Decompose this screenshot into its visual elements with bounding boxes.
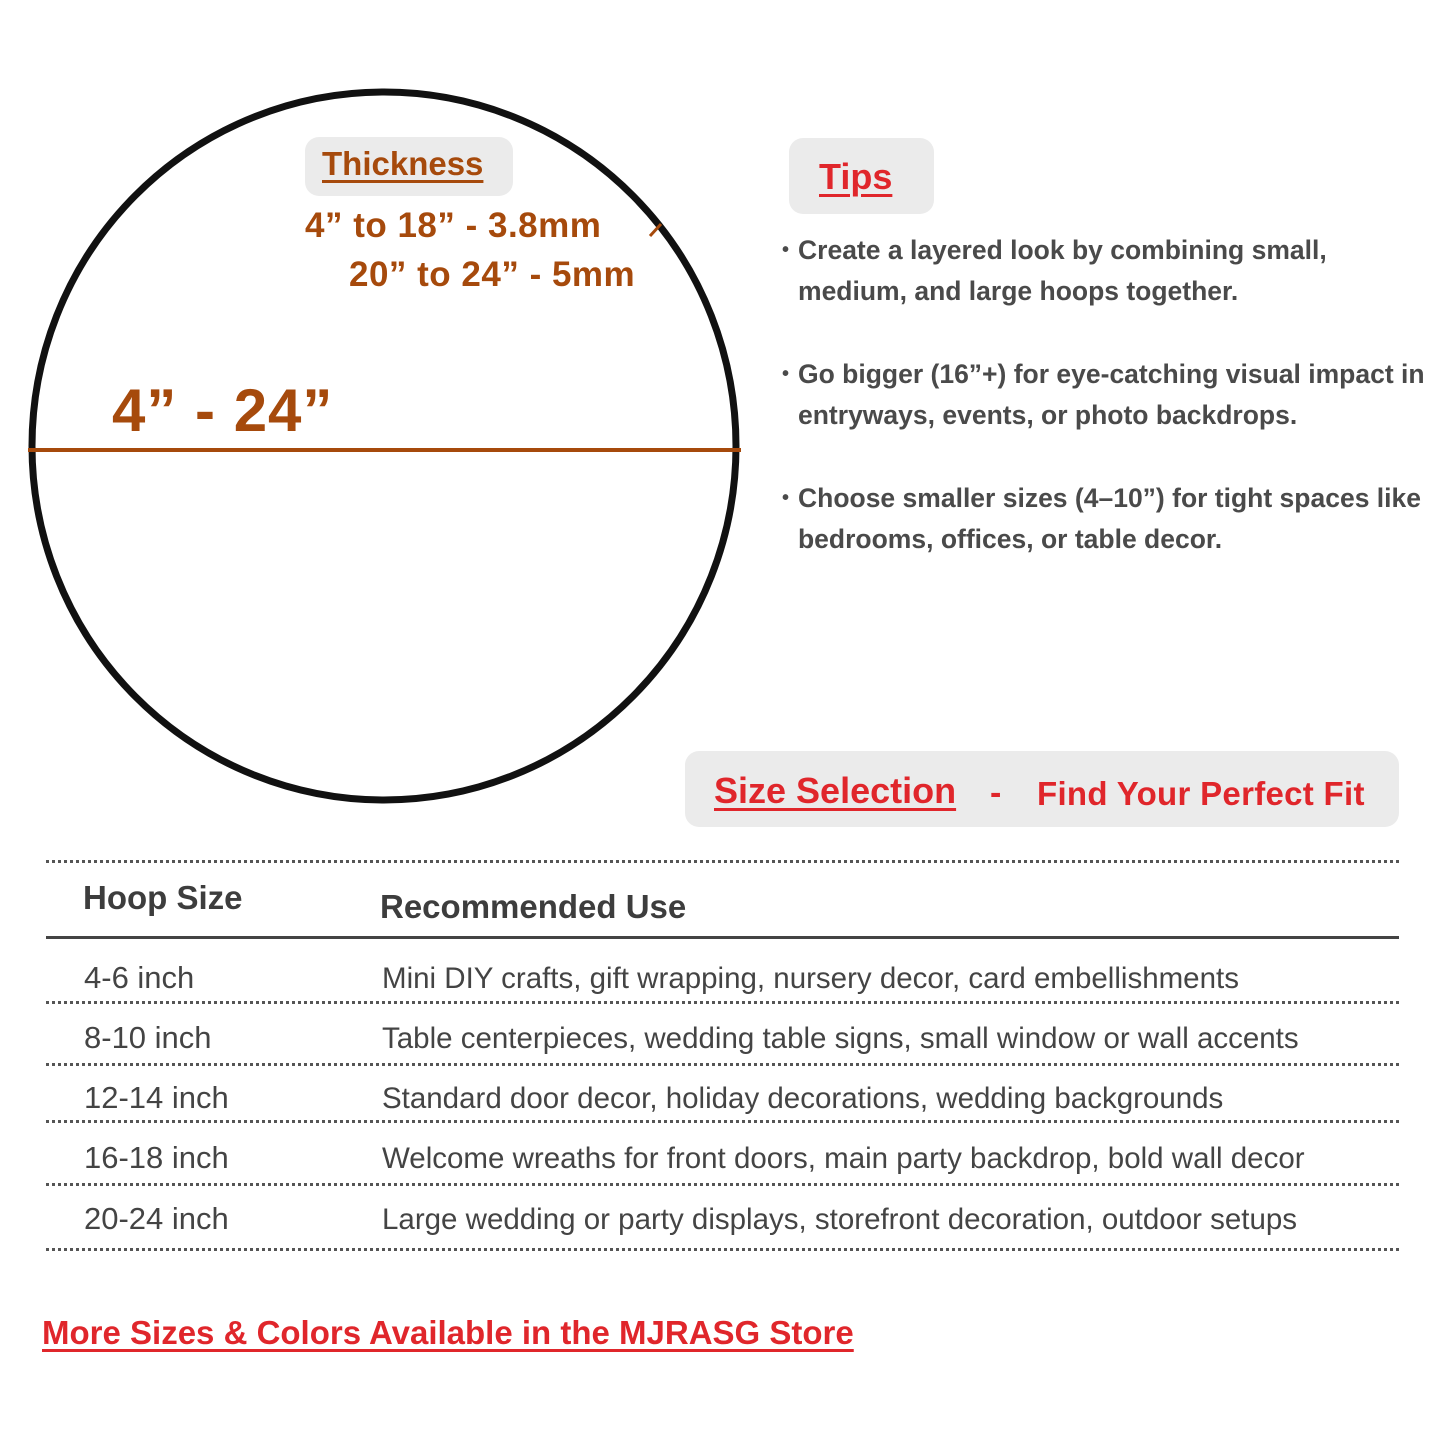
row-divider bbox=[46, 1183, 1399, 1186]
bullet-icon: • bbox=[782, 363, 790, 385]
size-selection-subtitle: Find Your Perfect Fit bbox=[1037, 775, 1365, 812]
size-selection-dash: - bbox=[990, 774, 1002, 812]
row-divider bbox=[46, 1001, 1399, 1004]
thickness-line-2: 20” to 24” - 5mm bbox=[349, 255, 636, 294]
bullet-icon: • bbox=[782, 487, 790, 509]
tip-text: Create a layered look by combining small, medium, and large hoops together. bbox=[798, 235, 1327, 306]
store-link[interactable]: More Sizes & Colors Available in the MJRASG Store bbox=[42, 1314, 854, 1351]
row-use: Mini DIY crafts, gift wrapping, nursery decor, card embellishments bbox=[382, 962, 1239, 995]
row-size: 16-18 inch bbox=[84, 1140, 229, 1175]
hoop-ring bbox=[32, 92, 736, 800]
header-hoop-size: Hoop Size bbox=[83, 879, 243, 916]
row-size: 8-10 inch bbox=[84, 1020, 212, 1055]
tip-text: Go bigger (16”+) for eye-catching visual impact in entryways, events, or photo backdrops. bbox=[798, 359, 1425, 430]
table-bottom-border bbox=[46, 1248, 1399, 1251]
row-size: 12-14 inch bbox=[84, 1080, 229, 1115]
row-divider bbox=[46, 1063, 1399, 1066]
tip-item bbox=[782, 478, 1442, 560]
size-selection-title: Size Selection bbox=[714, 770, 957, 811]
tip-item bbox=[782, 354, 1442, 436]
bullet-icon: • bbox=[782, 239, 790, 261]
row-use: Table centerpieces, wedding table signs, small window or wall accents bbox=[382, 1022, 1299, 1055]
tips-title: Tips bbox=[819, 156, 893, 197]
row-use: Welcome wreaths for front doors, main party backdrop, bold wall decor bbox=[382, 1142, 1305, 1175]
tip-text: Choose smaller sizes (4–10”) for tight spaces like bedrooms, offices, or table decor. bbox=[798, 483, 1421, 554]
row-divider bbox=[46, 1120, 1399, 1123]
row-use: Large wedding or party displays, storefront decoration, outdoor setups bbox=[382, 1203, 1298, 1236]
diameter-label: 4” - 24” bbox=[112, 377, 334, 444]
thickness-title: Thickness bbox=[322, 145, 484, 182]
header-recommended-use: Recommended Use bbox=[380, 888, 687, 925]
row-use: Standard door decor, holiday decorations, wedding backgrounds bbox=[382, 1082, 1224, 1115]
table-top-border bbox=[46, 860, 1399, 863]
row-size: 4-6 inch bbox=[84, 960, 195, 995]
table-header-divider bbox=[46, 936, 1399, 939]
row-size: 20-24 inch bbox=[84, 1201, 229, 1236]
thickness-line-1: 4” to 18” - 3.8mm bbox=[305, 206, 602, 245]
tip-item bbox=[782, 230, 1442, 312]
